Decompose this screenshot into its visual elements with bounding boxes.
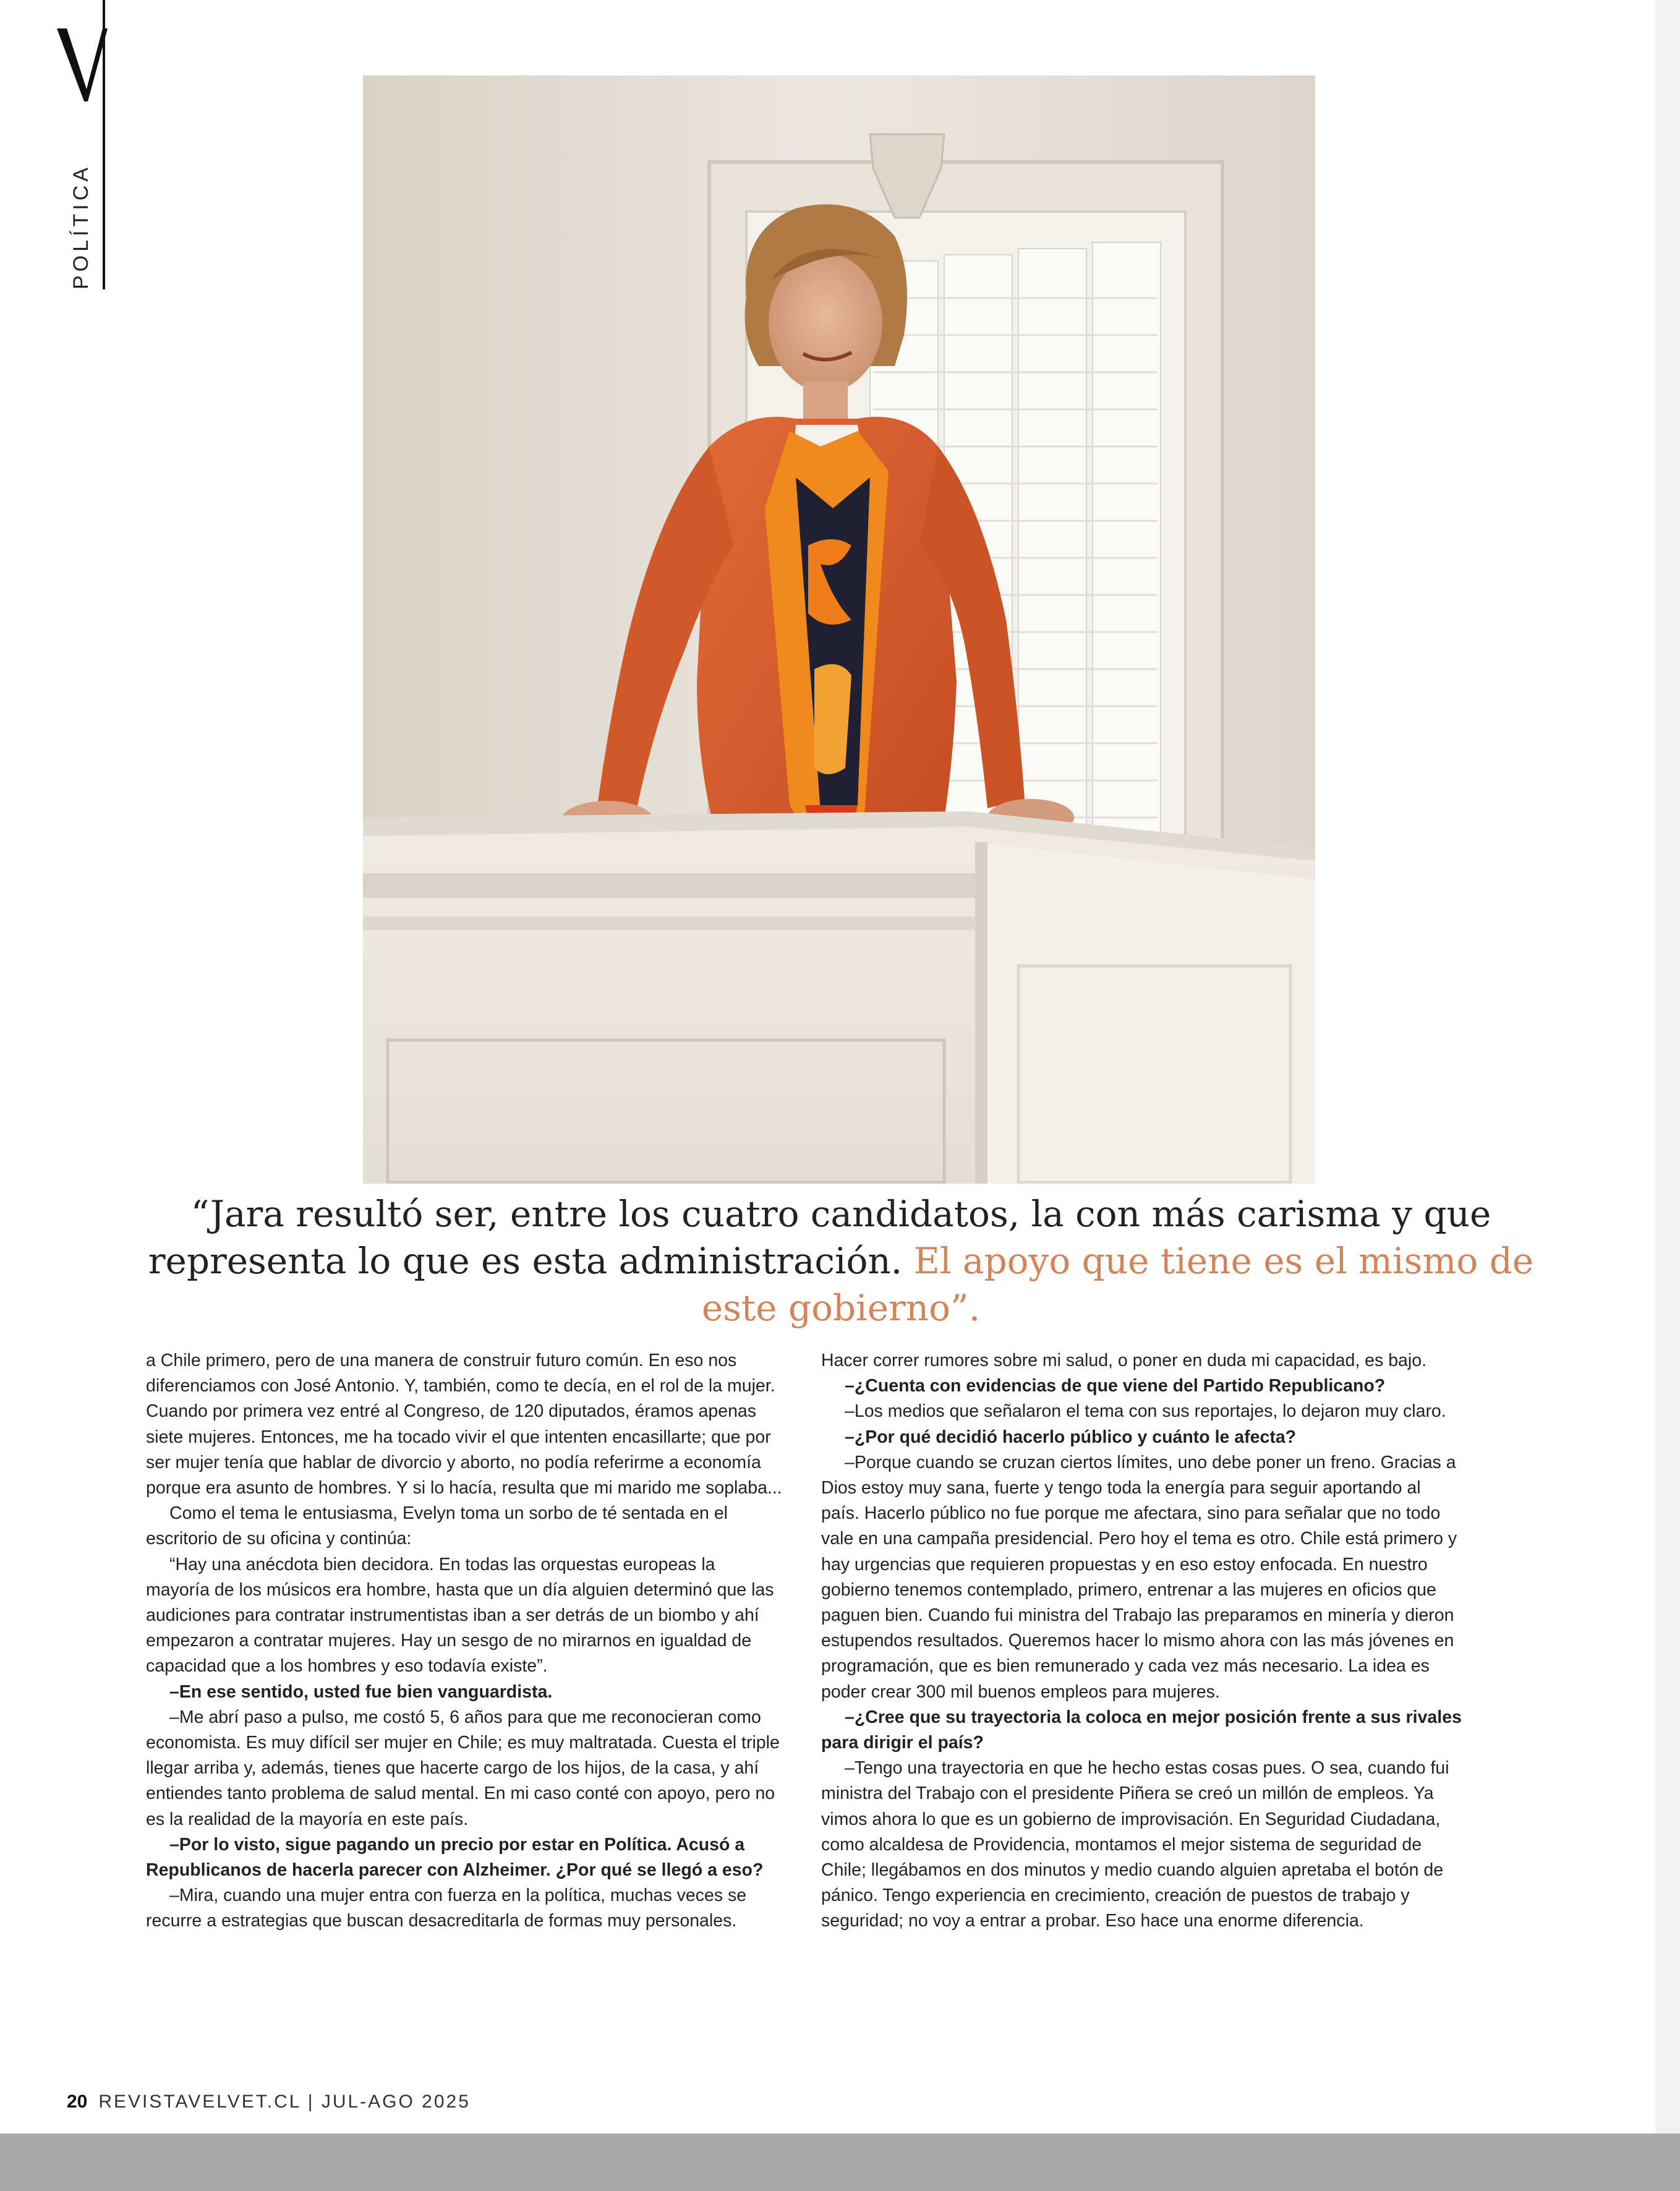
interview-question: –¿Cree que su trayectoria la coloca en mejor posición frente a sus rivales para dirigir el país? <box>821 1707 1462 1753</box>
page-edge <box>1655 0 1680 2133</box>
pull-quote-accent: El apoyo que tiene es el mismo de este gobierno”. <box>701 1240 1534 1329</box>
paragraph: Hacer correr rumores sobre mi salud, o poner en duda mi capacidad, es bajo. <box>821 1351 1426 1370</box>
paragraph: –Mira, cuando una mujer entra con fuerza en la política, muchas veces se recurre a estrategias que buscan desacreditarla de formas muy personales. <box>146 1886 747 1931</box>
body-column-right <box>821 1348 1462 1934</box>
velvet-logo <box>54 25 110 105</box>
paragraph: a Chile primero, pero de una manera de construir futuro común. En eso nos diferenciamos con José Antonio. Y, también, como te decía, en el rol de la mujer. Cuando por primera vez entré al Congreso, de 120 diputados, éramos apenas siete mujeres. Entonces, me ha tocado vivir el que intenten encasillarte; que por ser mujer tenía que hablar de divorcio y aborto, no podía referirme a economía porque era asunto de hombres. Y si lo hacía, resulta que mi marido me soplaba... <box>146 1351 782 1498</box>
section-label: POLÍTICA <box>69 164 93 289</box>
photo-woman-on-balcony <box>363 75 1315 1184</box>
pull-quote-main: “Jara resultó ser, entre los cuatro candidatos, la con más carisma y que representa lo que es esta administración. <box>148 1193 1491 1282</box>
paragraph: –Los medios que señalaron el tema con sus reportajes, lo dejaron muy claro. <box>845 1401 1446 1422</box>
vertical-rule <box>103 0 105 289</box>
paragraph: –Tengo una trayectoria en que he hecho estas cosas pues. O sea, cuando fui ministra del Trabajo con el presidente Piñera se creó un millón de empleos. Ya vimos ahora lo que es un gobierno de improvisación. En Seguridad Ciudadana, como alcaldesa de Providencia, montamos el mejor sistema de seguridad de Chile; llegábamos en dos minutos y medio cuando alguien apretaba el botón de pánico. Tengo experiencia en crecimiento, creación de puestos de trabajo y seguridad; no voy a entrar a probar. Eso hace una enorme diferencia. <box>821 1758 1449 1931</box>
interview-question: –¿Cuenta con evidencias de que viene del Partido Republicano? <box>845 1376 1386 1396</box>
pull-quote <box>111 1190 1571 1331</box>
paragraph: –Me abrí paso a pulso, me costó 5, 6 años para que me reconocieran como economista. Es muy difícil ser mujer en Chile; es muy maltratada. Cuesta el triple llegar arriba y, además, tienes que hacerte cargo de los hijos, de la casa, y ahí entiendes tanto problema de salud mental. En mi caso conté con apoyo, pero no es la realidad de la mayoría en este país. <box>146 1707 780 1829</box>
paragraph: –Porque cuando se cruzan ciertos límites, uno debe poner un freno. Gracias a Dios estoy muy sana, fuerte y tengo toda la energía para seguir aportando al país. Hacerlo público no fue porque me afectara, sino para señalar que no todo vale en una campaña presidencial. Pero hoy el tema es otro. Chile está primero y hay urgencias que requieren propuestas y en eso estoy enfocada. En nuestro gobierno tenemos contemplado, primero, entrenar a las mujeres en oficios que paguen bien. Cuando fui ministra del Trabajo las preparamos en minería y dieron estupendos resultados. Queremos hacer lo mismo ahora con las más jóvenes en programación, que es bien remunerado y cada vez más necesario. La idea es poder crear 300 mil buenos empleos para mujeres. <box>821 1452 1457 1702</box>
paragraph: Como el tema le entusiasma, Evelyn toma un sorbo de té sentada en el escritorio de su oficina y continúa: <box>146 1503 728 1549</box>
interview-question: –Por lo visto, sigue pagando un precio por estar en Política. Acusó a Republicanos de hacerla parecer con Alzheimer. ¿Por qué se llegó a eso? <box>146 1834 764 1881</box>
body-column-left <box>146 1348 783 1934</box>
page-footer <box>67 2091 471 2112</box>
paragraph: “Hay una anécdota bien decidora. En todas las orquestas europeas la mayoría de los músicos era hombre, hasta que un día alguien determinó que las audiciones para contratar instrumentistas iban a ser detrás de un biombo y ahí empezaron a contratar mujeres. Hay un sesgo de no mirarnos en igualdad de capacidad que a los hombres y eso todavía existe”. <box>146 1554 774 1676</box>
page-number: 20 <box>67 2091 88 2112</box>
interview-question: –¿Por qué decidió hacerlo público y cuánto le afecta? <box>845 1427 1297 1447</box>
interview-question: –En ese sentido, usted fue bien vanguardista. <box>169 1681 553 1702</box>
publication-info: REVISTAVELVET.CL | JUL-AGO 2025 <box>98 2091 471 2112</box>
